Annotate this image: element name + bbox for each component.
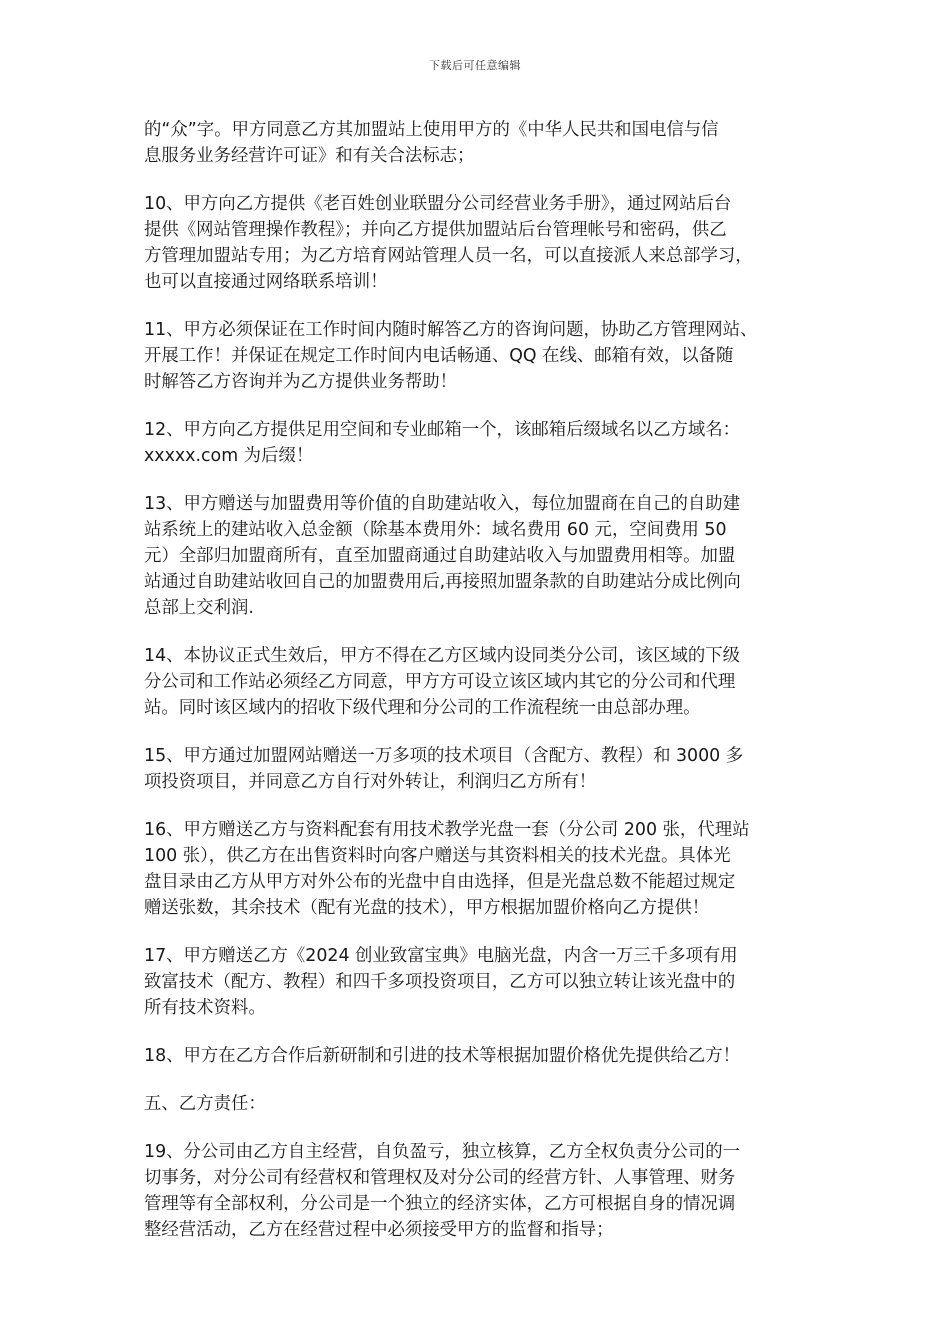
text-line: 方管理加盟站专用；为乙方培育网站管理人员一名，可以直接派人来总部学习， <box>144 246 753 266</box>
text-line: 所有技术资料。 <box>144 998 266 1018</box>
text-line: 提供《网站管理操作教程》；并向乙方提供加盟站后台管理帐号和密码，供乙 <box>144 220 727 240</box>
text-line: 19、分公司由乙方自主经营，自负盈亏，独立核算，乙方全权负责分公司的一 <box>144 1142 741 1162</box>
paragraph <box>144 943 808 1021</box>
paragraph <box>144 1043 808 1069</box>
text-line: 14、本协议正式生效后，甲方不得在乙方区域内设同类分公司，该区域的下级 <box>144 646 741 666</box>
page-header-note: 下载后可任意编辑 <box>429 59 521 72</box>
text-line: 17、甲方赠送乙方《2024 创业致富宝典》电脑光盘，内含一万三千多项有用 <box>144 946 738 966</box>
paragraph <box>144 117 808 169</box>
text-line: 五、乙方责任： <box>144 1094 266 1114</box>
text-line: 也可以直接通过网络联系培训！ <box>144 272 388 292</box>
paragraph <box>144 743 808 795</box>
text-line: 元）全部归加盟商所有，直至加盟商通过自助建站收入与加盟费用相等。加盟 <box>144 546 736 566</box>
text-line: 总部上交利润. <box>144 598 254 618</box>
text-line: 项投资项目，并同意乙方自行对外转让，利润归乙方所有！ <box>144 772 597 792</box>
paragraph <box>144 417 808 469</box>
text-line: 100 张），供乙方在出售资料时向客户赠送与其资料相关的技术光盘。具体光 <box>144 846 731 866</box>
text-line: 切事务，对分公司有经营权和管理权及对分公司的经营方针、人事管理、财务 <box>144 1168 736 1188</box>
text-line: 分公司和工作站必须经乙方同意，甲方方可设立该区域内其它的分公司和代理 <box>144 672 736 692</box>
text-line: 的“众”字。甲方同意乙方其加盟站上使用甲方的《中华人民共和国电信与信 <box>144 120 719 140</box>
text-line: 16、甲方赠送乙方与资料配套有用技术教学光盘一套（分公司 200 张，代理站 <box>144 820 750 840</box>
section-heading <box>144 1091 808 1117</box>
text-line: 致富技术（配方、教程）和四千多项投资项目，乙方可以独立转让该光盘中的 <box>144 972 736 992</box>
text-line: 管理等有全部权利，分公司是一个独立的经济实体，乙方可根据自身的情况调 <box>144 1194 736 1214</box>
text-line: 赠送张数，其余技术（配有光盘的技术），甲方根据加盟价格向乙方提供！ <box>144 898 710 918</box>
text-line: 12、甲方向乙方提供足用空间和专业邮箱一个，该邮箱后缀域名以乙方域名： <box>144 420 741 440</box>
text-line: 时解答乙方咨询并为乙方提供业务帮助！ <box>144 372 458 392</box>
text-line: 盘目录由乙方从甲方对外公布的光盘中自由选择，但是光盘总数不能超过规定 <box>144 872 736 892</box>
paragraph <box>144 643 808 721</box>
text-line: 开展工作！并保证在规定工作时间内电话畅通、QQ 在线、邮箱有效，以备随 <box>144 346 734 366</box>
text-line: 站系统上的建站收入总金额（除基本费用外：域名费用 60 元，空间费用 50 <box>144 520 727 540</box>
paragraph <box>144 191 808 295</box>
text-line: 息服务业务经营许可证》和有关合法标志； <box>144 146 475 166</box>
text-line: 18、甲方在乙方合作后新研制和引进的技术等根据加盟价格优先提供给乙方！ <box>144 1046 741 1066</box>
text-line: 15、甲方通过加盟网站赠送一万多项的技术项目（含配方、教程）和 3000 多 <box>144 746 744 766</box>
text-line: 13、甲方赠送与加盟费用等价值的自助建站收入，每位加盟商在自己的自助建 <box>144 494 741 514</box>
text-line: 整经营活动，乙方在经营过程中必须接受甲方的监督和指导； <box>144 1220 614 1240</box>
paragraph <box>144 317 808 395</box>
document-body <box>144 117 808 1265</box>
text-line: 站通过自助建站收回自己的加盟费用后,再接照加盟条款的自助建站分成比例向 <box>144 572 741 592</box>
text-line: 10、甲方向乙方提供《老百姓创业联盟分公司经营业务手册》，通过网站后台 <box>144 194 732 214</box>
paragraph <box>144 1139 808 1243</box>
text-line: 11、甲方必须保证在工作时间内随时解答乙方的咨询问题，协助乙方管理网站、 <box>144 320 758 340</box>
text-line: 站。同时该区域内的招收下级代理和分公司的工作流程统一由总部办理。 <box>144 698 701 718</box>
paragraph <box>144 817 808 921</box>
paragraph <box>144 491 808 621</box>
text-line: xxxxx.com 为后缀！ <box>144 446 314 466</box>
